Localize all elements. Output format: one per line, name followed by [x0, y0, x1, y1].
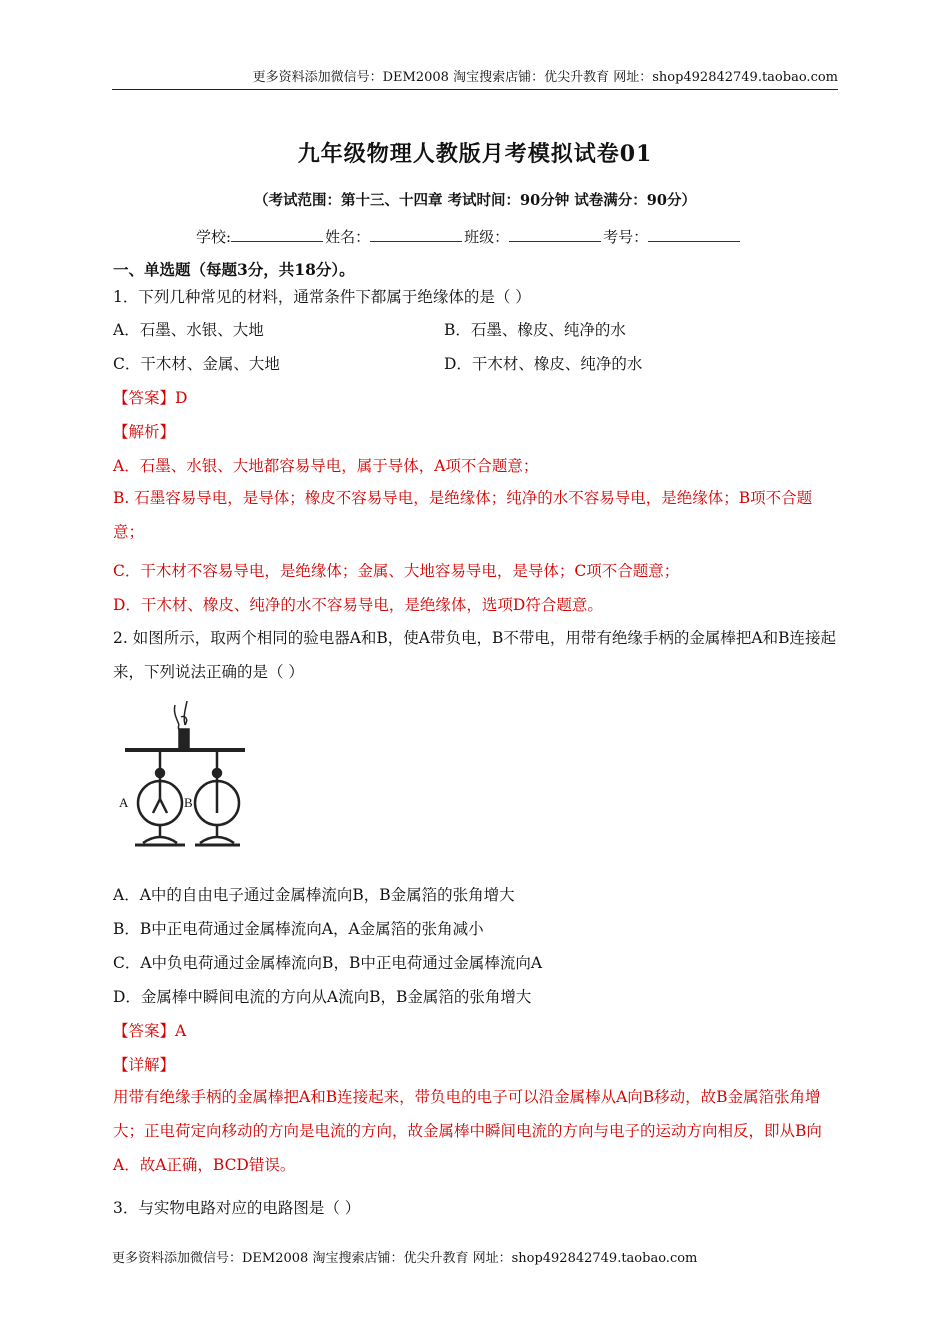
q2-option-b: B．B中正电荷通过金属棒流向A，A金属箔的张角减小	[113, 920, 484, 938]
q1-explanation-a: A．石墨、水银、大地都容易导电，属于导体，A项不合题意；	[113, 457, 539, 475]
q2-detail: 用带有绝缘手柄的金属棒把A和B连接起来，带负电的电子可以沿金属棒从A向B移动，故B金属箔张角增大；正电荷定向移动的方向是电流的方向，故金属棒中瞬间电流的方向与电子的运动方向相反，即从B向A．故A正确，BCD错误。	[113, 1088, 822, 1174]
metal-rod	[125, 748, 245, 752]
q1-stem: 1．下列几种常见的材料，通常条件下都属于绝缘体的是（ ）	[113, 288, 531, 306]
q1-explanation-d: D．干木材、橡皮、纯净的水不容易导电，是绝缘体，选项D符合题意。	[113, 596, 603, 614]
class-label: 班级：	[464, 228, 510, 246]
q1-option-a: A．石墨、水银、大地	[113, 321, 264, 339]
electroscope-a	[135, 752, 185, 845]
class-blank[interactable]	[509, 227, 601, 242]
name-label: 姓名：	[325, 228, 371, 246]
exam-subtitle: （考试范围：第十三、十四章 考试时间：90分钟 试卷满分：90分）	[254, 192, 696, 209]
q1-explanation-c: C．干木材不容易导电，是绝缘体；金属、大地容易导电，是导体；C项不合题意；	[113, 562, 680, 580]
number-label: 考号：	[603, 228, 649, 246]
q2-option-d: D．金属棒中瞬间电流的方向从A流向B，B金属箔的张角增大	[113, 988, 532, 1006]
page-footer: 更多资料添加微信号：DEM2008 淘宝搜索店铺：优尖升教育 网址：shop492842749.taobao.com	[112, 1251, 698, 1266]
q3-stem: 3．与实物电路对应的电路图是（ ）	[113, 1199, 361, 1217]
figure-label-a: A	[119, 795, 129, 810]
insulated-handle-icon	[174, 701, 189, 749]
q1-option-c: C．干木材、金属、大地	[113, 355, 280, 373]
q1-analysis-label: 【解析】	[113, 423, 176, 441]
q2-stem: 2. 如图所示，取两个相同的验电器A和B，使A带负电，B不带电，用带有绝缘手柄的金属棒把A和B连接起来，下列说法正确的是（ ）	[113, 629, 836, 681]
q2-answer: 【答案】A	[113, 1022, 187, 1040]
figure-label-b: B	[184, 795, 193, 810]
student-info-line	[196, 226, 742, 247]
electroscope-figure	[115, 695, 255, 855]
q1-explanation-b: B. 石墨容易导电，是导体；橡皮不容易导电，是绝缘体；纯净的水不容易导电，是绝缘体；B项不合题意；	[113, 489, 813, 541]
q2-detail-label: 【详解】	[113, 1056, 176, 1074]
school-blank[interactable]	[231, 227, 323, 242]
q1-answer: 【答案】D	[113, 389, 188, 407]
exam-title: 九年级物理人教版月考模拟试卷01	[297, 141, 653, 167]
q2-option-c: C．A中负电荷通过金属棒流向B，B中正电荷通过金属棒流向A	[113, 954, 543, 972]
number-blank[interactable]	[648, 227, 740, 242]
section-heading: 一、单选题（每题3分，共18分）。	[113, 260, 355, 279]
q1-option-d: D．干木材、橡皮、纯净的水	[444, 355, 643, 373]
electroscope-b	[195, 752, 240, 845]
name-blank[interactable]	[370, 227, 462, 242]
q1-option-b: B．石墨、橡皮、纯净的水	[444, 321, 626, 339]
page-header: 更多资料添加微信号：DEM2008 淘宝搜索店铺：优尖升教育 网址：shop492842749.taobao.com	[112, 66, 838, 90]
q2-option-a: A．A中的自由电子通过金属棒流向B，B金属箔的张角增大	[113, 886, 515, 904]
school-label: 学校:	[196, 228, 232, 246]
